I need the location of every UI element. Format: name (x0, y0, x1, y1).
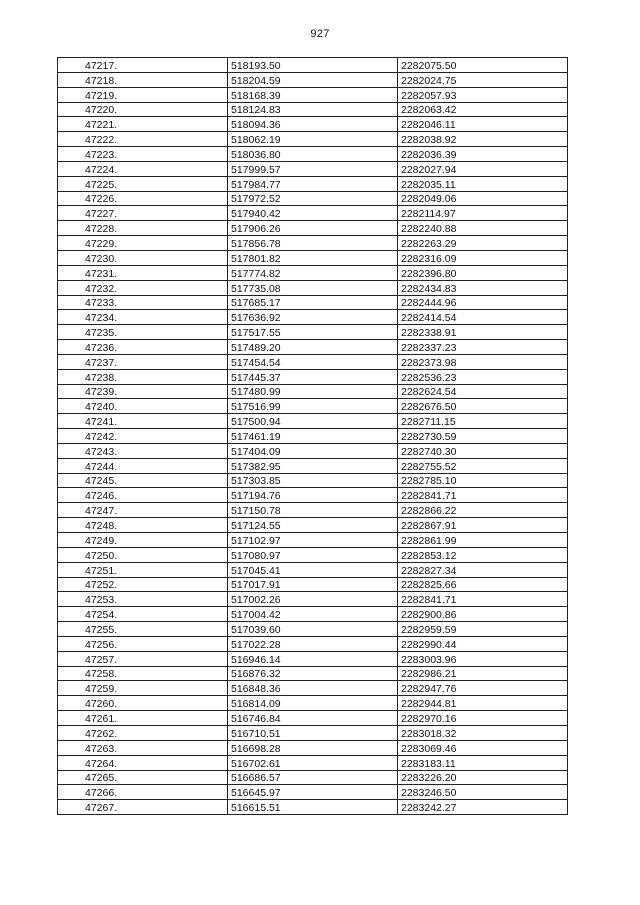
y-coordinate-cell: 2282046.11 (398, 117, 568, 132)
point-number-cell: 47227. (58, 206, 228, 221)
point-number-cell: 47257. (58, 651, 228, 666)
point-number-cell: 47222. (58, 132, 228, 147)
y-coordinate-cell: 2282676.50 (398, 399, 568, 414)
y-coordinate-cell: 2282866.22 (398, 503, 568, 518)
y-coordinate-cell: 2282947.76 (398, 681, 568, 696)
table-row (58, 280, 568, 295)
table-row (58, 58, 568, 73)
table-row (58, 191, 568, 206)
table-row (58, 325, 568, 340)
table-row (58, 503, 568, 518)
table-row (58, 414, 568, 429)
table-row (58, 147, 568, 162)
y-coordinate-cell: 2282853.12 (398, 547, 568, 562)
table-row (58, 340, 568, 355)
point-number-cell: 47258. (58, 666, 228, 681)
x-coordinate-cell: 517022.28 (228, 636, 398, 651)
table-row (58, 265, 568, 280)
table-row (58, 384, 568, 399)
table-body (58, 58, 568, 815)
point-number-cell: 47233. (58, 295, 228, 310)
y-coordinate-cell: 2282057.93 (398, 87, 568, 102)
x-coordinate-cell: 518124.83 (228, 102, 398, 117)
point-number-cell: 47250. (58, 547, 228, 562)
y-coordinate-cell: 2282114.97 (398, 206, 568, 221)
y-coordinate-cell: 2282036.39 (398, 147, 568, 162)
table-row (58, 740, 568, 755)
x-coordinate-cell: 516645.97 (228, 785, 398, 800)
y-coordinate-cell: 2282900.86 (398, 607, 568, 622)
point-number-cell: 47242. (58, 429, 228, 444)
table-row (58, 429, 568, 444)
y-coordinate-cell: 2282970.16 (398, 711, 568, 726)
x-coordinate-cell: 517489.20 (228, 340, 398, 355)
table-row (58, 651, 568, 666)
table-row (58, 622, 568, 637)
y-coordinate-cell: 2282263.29 (398, 236, 568, 251)
table-row (58, 354, 568, 369)
point-number-cell: 47236. (58, 340, 228, 355)
point-number-cell: 47231. (58, 265, 228, 280)
table-row (58, 577, 568, 592)
x-coordinate-cell: 516615.51 (228, 800, 398, 815)
x-coordinate-cell: 518168.39 (228, 87, 398, 102)
x-coordinate-cell: 517039.60 (228, 622, 398, 637)
table-row (58, 547, 568, 562)
y-coordinate-cell: 2282841.71 (398, 592, 568, 607)
x-coordinate-cell: 517004.42 (228, 607, 398, 622)
table-row (58, 666, 568, 681)
x-coordinate-cell: 517801.82 (228, 250, 398, 265)
y-coordinate-cell: 2282444.96 (398, 295, 568, 310)
table-row (58, 399, 568, 414)
table-row (58, 785, 568, 800)
y-coordinate-cell: 2283246.50 (398, 785, 568, 800)
point-number-cell: 47262. (58, 725, 228, 740)
x-coordinate-cell: 517517.55 (228, 325, 398, 340)
x-coordinate-cell: 517303.85 (228, 473, 398, 488)
y-coordinate-cell: 2282075.50 (398, 58, 568, 73)
y-coordinate-cell: 2282063.42 (398, 102, 568, 117)
point-number-cell: 47224. (58, 161, 228, 176)
y-coordinate-cell: 2283183.11 (398, 755, 568, 770)
point-number-cell: 47219. (58, 87, 228, 102)
y-coordinate-cell: 2282337.23 (398, 340, 568, 355)
point-number-cell: 47243. (58, 443, 228, 458)
point-number-cell: 47263. (58, 740, 228, 755)
point-number-cell: 47249. (58, 533, 228, 548)
table-row (58, 221, 568, 236)
x-coordinate-cell: 518094.36 (228, 117, 398, 132)
point-number-cell: 47267. (58, 800, 228, 815)
point-number-cell: 47234. (58, 310, 228, 325)
x-coordinate-cell: 518062.19 (228, 132, 398, 147)
y-coordinate-cell: 2283242.27 (398, 800, 568, 815)
table-row (58, 161, 568, 176)
table-row (58, 458, 568, 473)
y-coordinate-cell: 2282825.66 (398, 577, 568, 592)
point-number-cell: 47256. (58, 636, 228, 651)
point-number-cell: 47266. (58, 785, 228, 800)
x-coordinate-cell: 516814.09 (228, 696, 398, 711)
x-coordinate-cell: 517150.78 (228, 503, 398, 518)
table-row (58, 800, 568, 815)
y-coordinate-cell: 2282755.52 (398, 458, 568, 473)
point-number-cell: 47237. (58, 354, 228, 369)
y-coordinate-cell: 2282316.09 (398, 250, 568, 265)
point-number-cell: 47232. (58, 280, 228, 295)
table-row (58, 636, 568, 651)
y-coordinate-cell: 2282049.06 (398, 191, 568, 206)
table-row (58, 755, 568, 770)
table-row (58, 562, 568, 577)
point-number-cell: 47261. (58, 711, 228, 726)
table-row (58, 310, 568, 325)
y-coordinate-cell: 2282861.99 (398, 533, 568, 548)
x-coordinate-cell: 517856.78 (228, 236, 398, 251)
y-coordinate-cell: 2282038.92 (398, 132, 568, 147)
table-row (58, 443, 568, 458)
table-row (58, 592, 568, 607)
x-coordinate-cell: 516876.32 (228, 666, 398, 681)
x-coordinate-cell: 517017.91 (228, 577, 398, 592)
y-coordinate-cell: 2282414.54 (398, 310, 568, 325)
table-row (58, 72, 568, 87)
table-row (58, 250, 568, 265)
x-coordinate-cell: 517984.77 (228, 176, 398, 191)
x-coordinate-cell: 516698.28 (228, 740, 398, 755)
x-coordinate-cell: 517906.26 (228, 221, 398, 236)
point-number-cell: 47220. (58, 102, 228, 117)
point-number-cell: 47265. (58, 770, 228, 785)
x-coordinate-cell: 517774.82 (228, 265, 398, 280)
point-number-cell: 47241. (58, 414, 228, 429)
point-number-cell: 47252. (58, 577, 228, 592)
y-coordinate-cell: 2282959.59 (398, 622, 568, 637)
x-coordinate-cell: 517194.76 (228, 488, 398, 503)
point-number-cell: 47254. (58, 607, 228, 622)
y-coordinate-cell: 2282035.11 (398, 176, 568, 191)
y-coordinate-cell: 2282373.98 (398, 354, 568, 369)
y-coordinate-cell: 2282867.91 (398, 518, 568, 533)
table-row (58, 488, 568, 503)
table-row (58, 117, 568, 132)
x-coordinate-cell: 518193.50 (228, 58, 398, 73)
point-number-cell: 47244. (58, 458, 228, 473)
x-coordinate-cell: 516686.57 (228, 770, 398, 785)
x-coordinate-cell: 517480.99 (228, 384, 398, 399)
y-coordinate-cell: 2282536.23 (398, 369, 568, 384)
y-coordinate-cell: 2282990.44 (398, 636, 568, 651)
point-number-cell: 47238. (58, 369, 228, 384)
table-row (58, 696, 568, 711)
y-coordinate-cell: 2283018.32 (398, 725, 568, 740)
y-coordinate-cell: 2283003.96 (398, 651, 568, 666)
x-coordinate-cell: 516746.84 (228, 711, 398, 726)
x-coordinate-cell: 517461.19 (228, 429, 398, 444)
x-coordinate-cell: 517454.54 (228, 354, 398, 369)
table-row (58, 533, 568, 548)
y-coordinate-cell: 2283069.46 (398, 740, 568, 755)
table-row (58, 725, 568, 740)
y-coordinate-cell: 2282740.30 (398, 443, 568, 458)
y-coordinate-cell: 2282841.71 (398, 488, 568, 503)
point-number-cell: 47264. (58, 755, 228, 770)
x-coordinate-cell: 518204.59 (228, 72, 398, 87)
table-row (58, 295, 568, 310)
x-coordinate-cell: 517045.41 (228, 562, 398, 577)
y-coordinate-cell: 2282827.34 (398, 562, 568, 577)
point-number-cell: 47226. (58, 191, 228, 206)
x-coordinate-cell: 517940.42 (228, 206, 398, 221)
point-number-cell: 47230. (58, 250, 228, 265)
table-row (58, 369, 568, 384)
x-coordinate-cell: 517124.55 (228, 518, 398, 533)
x-coordinate-cell: 517002.26 (228, 592, 398, 607)
x-coordinate-cell: 517080.97 (228, 547, 398, 562)
y-coordinate-cell: 2282785.10 (398, 473, 568, 488)
point-number-cell: 47247. (58, 503, 228, 518)
x-coordinate-cell: 516946.14 (228, 651, 398, 666)
point-number-cell: 47245. (58, 473, 228, 488)
coordinates-table (57, 57, 568, 815)
x-coordinate-cell: 517685.17 (228, 295, 398, 310)
y-coordinate-cell: 2282986.21 (398, 666, 568, 681)
x-coordinate-cell: 517516.99 (228, 399, 398, 414)
table-row (58, 176, 568, 191)
table-row (58, 607, 568, 622)
point-number-cell: 47255. (58, 622, 228, 637)
point-number-cell: 47253. (58, 592, 228, 607)
table-row (58, 236, 568, 251)
point-number-cell: 47221. (58, 117, 228, 132)
y-coordinate-cell: 2282434.83 (398, 280, 568, 295)
point-number-cell: 47248. (58, 518, 228, 533)
table-row (58, 770, 568, 785)
x-coordinate-cell: 517445.37 (228, 369, 398, 384)
page-number: 927 (310, 28, 330, 40)
point-number-cell: 47218. (58, 72, 228, 87)
x-coordinate-cell: 517500.94 (228, 414, 398, 429)
x-coordinate-cell: 516702.61 (228, 755, 398, 770)
point-number-cell: 47259. (58, 681, 228, 696)
x-coordinate-cell: 518036.80 (228, 147, 398, 162)
point-number-cell: 47229. (58, 236, 228, 251)
table-row (58, 102, 568, 117)
x-coordinate-cell: 517735.08 (228, 280, 398, 295)
point-number-cell: 47235. (58, 325, 228, 340)
table-row (58, 711, 568, 726)
table-row (58, 518, 568, 533)
x-coordinate-cell: 517999.57 (228, 161, 398, 176)
point-number-cell: 47217. (58, 58, 228, 73)
y-coordinate-cell: 2282711.15 (398, 414, 568, 429)
y-coordinate-cell: 2282624.54 (398, 384, 568, 399)
x-coordinate-cell: 517404.09 (228, 443, 398, 458)
point-number-cell: 47223. (58, 147, 228, 162)
table-row (58, 132, 568, 147)
x-coordinate-cell: 516710.51 (228, 725, 398, 740)
y-coordinate-cell: 2282396.80 (398, 265, 568, 280)
y-coordinate-cell: 2282240.88 (398, 221, 568, 236)
x-coordinate-cell: 517636.92 (228, 310, 398, 325)
point-number-cell: 47225. (58, 176, 228, 191)
y-coordinate-cell: 2282730.59 (398, 429, 568, 444)
table-row (58, 681, 568, 696)
point-number-cell: 47239. (58, 384, 228, 399)
x-coordinate-cell: 517102.97 (228, 533, 398, 548)
table-row (58, 206, 568, 221)
x-coordinate-cell: 517972.52 (228, 191, 398, 206)
y-coordinate-cell: 2282027.94 (398, 161, 568, 176)
table-row (58, 473, 568, 488)
point-number-cell: 47228. (58, 221, 228, 236)
y-coordinate-cell: 2282944.81 (398, 696, 568, 711)
point-number-cell: 47251. (58, 562, 228, 577)
y-coordinate-cell: 2282338.91 (398, 325, 568, 340)
point-number-cell: 47246. (58, 488, 228, 503)
y-coordinate-cell: 2282024.75 (398, 72, 568, 87)
point-number-cell: 47260. (58, 696, 228, 711)
point-number-cell: 47240. (58, 399, 228, 414)
table-row (58, 87, 568, 102)
x-coordinate-cell: 516848.36 (228, 681, 398, 696)
y-coordinate-cell: 2283226.20 (398, 770, 568, 785)
x-coordinate-cell: 517382.95 (228, 458, 398, 473)
